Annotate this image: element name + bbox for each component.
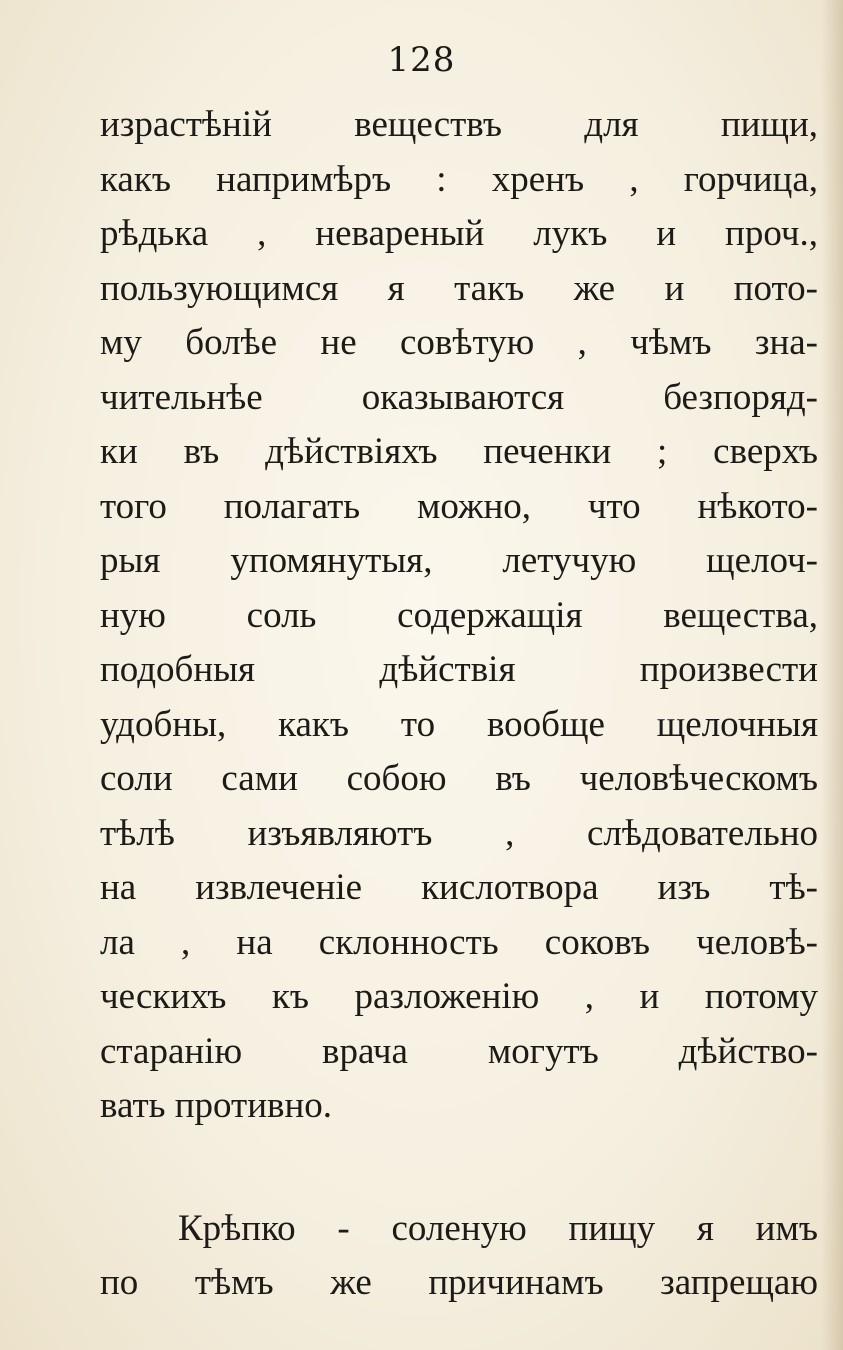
text-line: подобныя дѣйствія произвести [100,649,818,690]
body-text [100,98,818,1311]
text-line: какъ напримѣръ : хренъ , горчица, [100,158,818,200]
text-line: вать противно. [100,1085,333,1126]
text-line: ную соль содержащія вещества, [100,594,818,636]
text-line: рѣдька , невареный лукъ и проч., [100,213,818,254]
text-line: израстѣній веществъ для пищи, [100,104,818,145]
text-line: соли сами собою въ человѣческомъ [100,758,818,799]
paragraph-1 [100,98,818,1134]
text-line: ки въ дѣйствіяхъ печенки ; сверхъ [100,431,818,472]
text-line: удобны, какъ то вообще щелочныя [100,703,818,745]
text-line: по тѣмъ же причинамъ запрещаю [100,1262,818,1303]
text-line: старанію врача могутъ дѣйство- [100,1030,818,1072]
text-line: ла , на склонность соковъ человѣ- [100,921,818,963]
text-line: пользующимся я такъ же и пото- [100,267,818,309]
paragraph-gap [100,1134,818,1202]
text-line: чительнѣе оказываются безпоряд- [100,376,818,418]
text-line: на извлеченіе кислотвора изъ тѣ- [100,867,818,908]
paragraph-2 [100,1202,818,1311]
page-edge-shadow [821,0,843,1350]
text-line: рыя упомянутыя, летучую щелоч- [100,540,818,581]
text-line: того полагать можно, что нѣкото- [100,485,818,527]
text-line: му болѣе не совѣтую , чѣмъ зна- [100,322,818,363]
text-line: ческихъ къ разложенію , и потому [100,976,818,1017]
page-number: 128 [387,40,456,80]
text-line: тѣлѣ изъявляютъ , слѣдовательно [100,812,818,854]
text-line: Крѣпко - соленую пищу я имъ [178,1207,818,1249]
